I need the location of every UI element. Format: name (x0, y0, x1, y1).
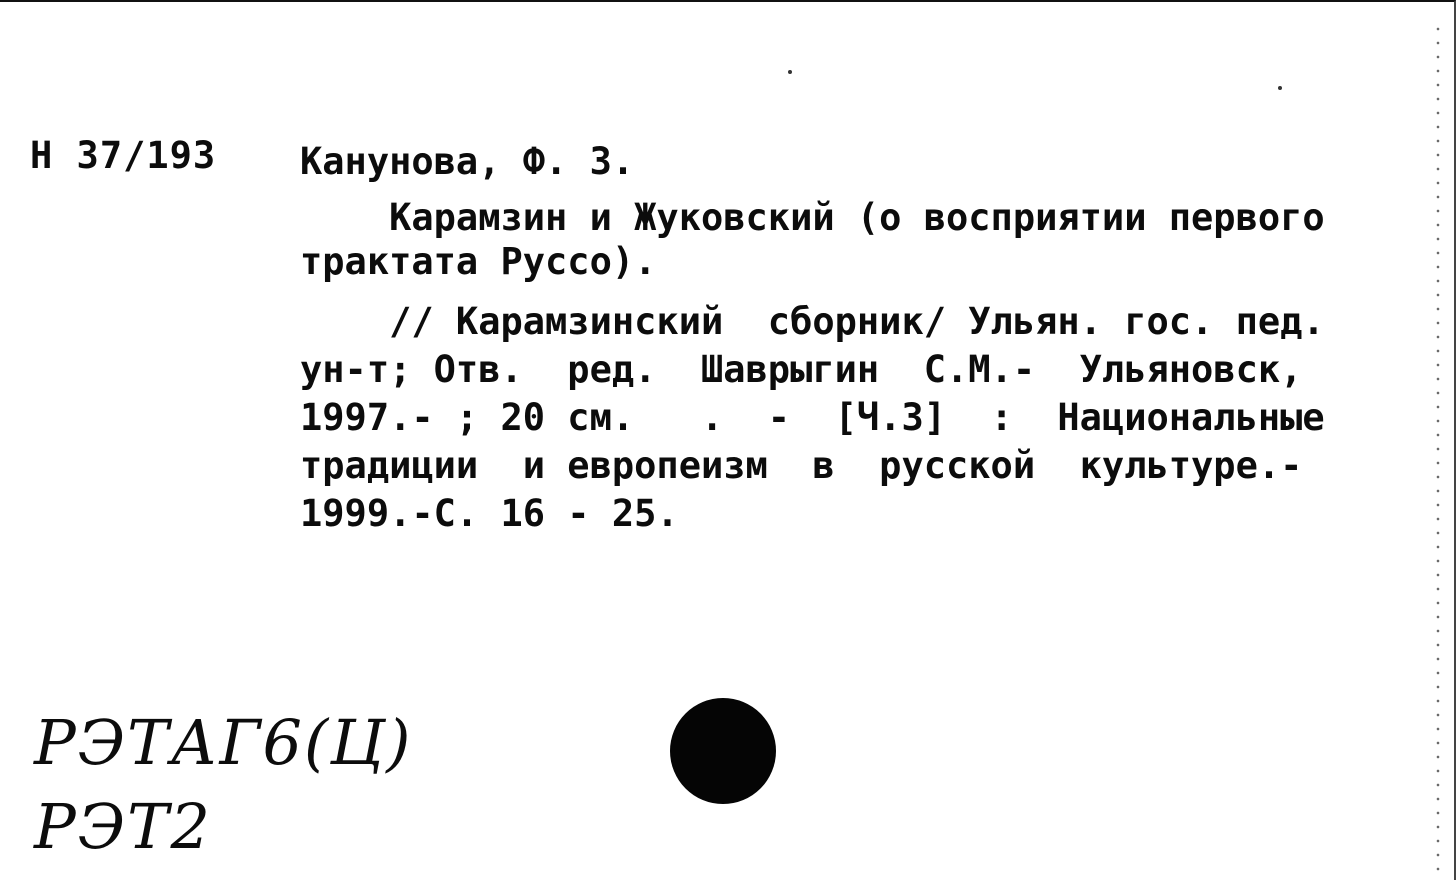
punch-hole (670, 698, 776, 804)
title-line: Карамзин и Жуковский (о восприятии первого (300, 196, 1325, 239)
handwritten-code: РЭТАГ6(Ц) (34, 706, 413, 779)
source-line: 1997.- ; 20 см. . - [Ч.3] : Национальные (300, 396, 1325, 439)
source-line: ун-т; Отв. ред. Шаврыгин С.М.- Ульяновск, (300, 348, 1303, 391)
card-edge-dots (1436, 22, 1440, 872)
author-line: Канунова, Ф. З. (300, 140, 635, 183)
title-line: трактата Руссо). (300, 240, 657, 283)
handwritten-code: РЭТ2 (34, 790, 212, 863)
speck (1278, 86, 1282, 90)
shelfmark: Н 37/193 (30, 134, 217, 177)
source-line: традиции и европеизм в русской культуре.- (300, 444, 1303, 487)
source-line: // Карамзинский сборник/ Ульян. гос. пед. (300, 300, 1325, 343)
speck (788, 70, 792, 74)
source-line: 1999.-С. 16 - 25. (300, 492, 679, 535)
